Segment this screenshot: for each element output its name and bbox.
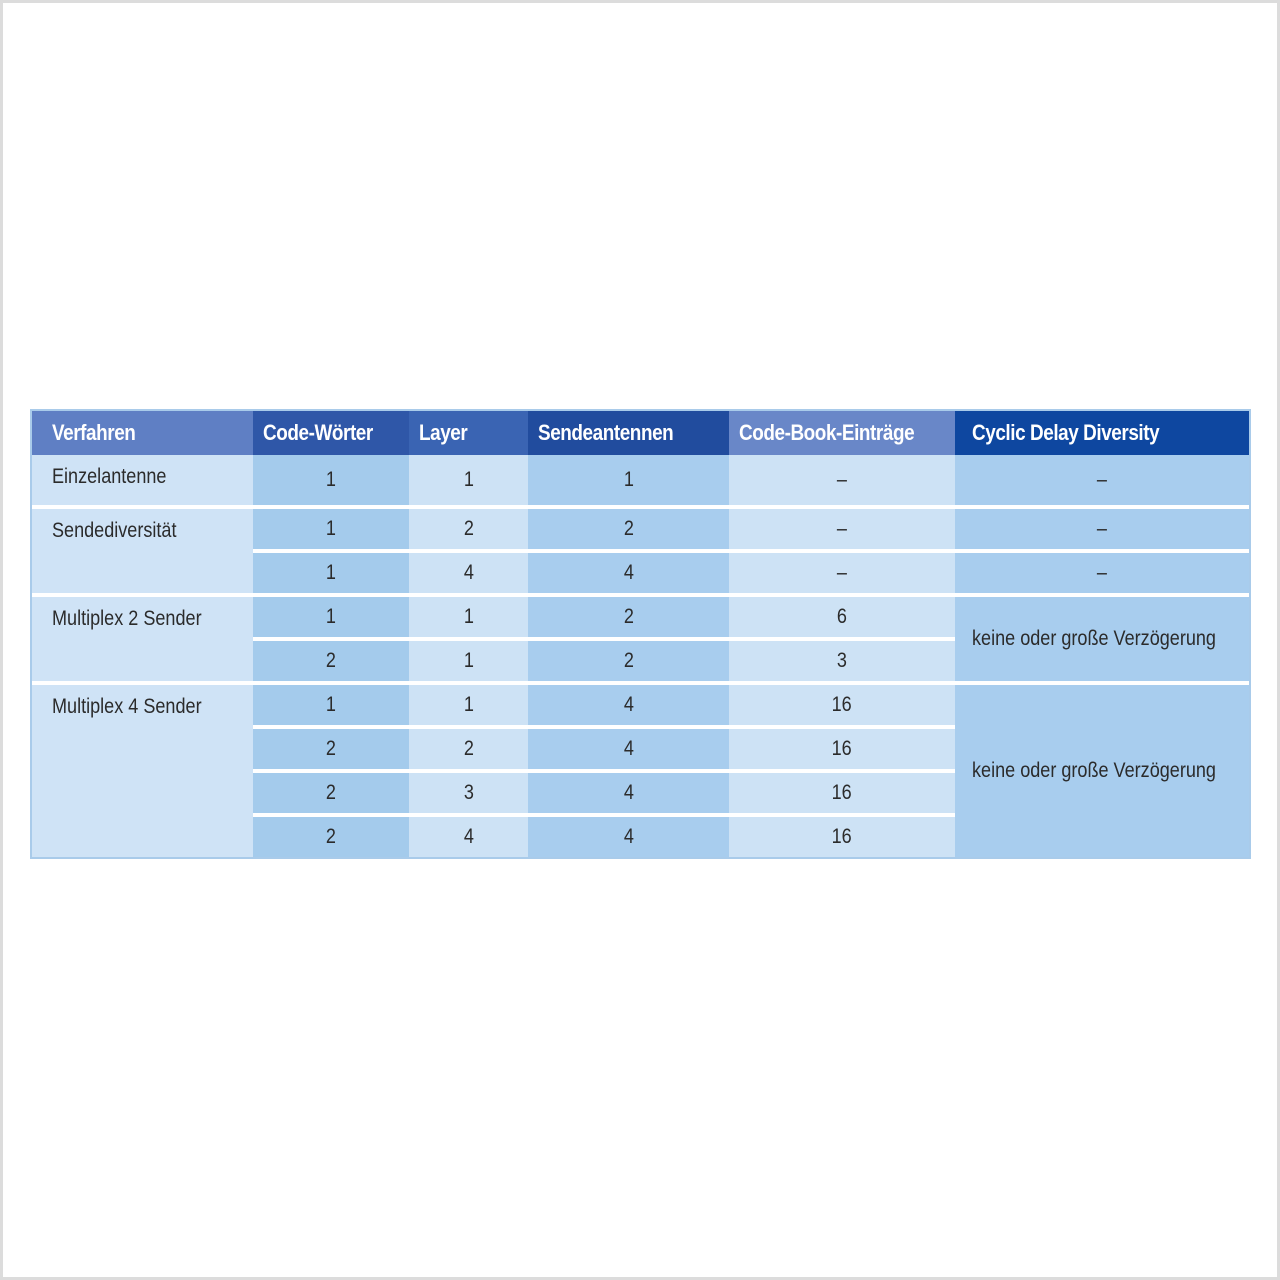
table-header-row — [32, 411, 1249, 455]
code-book-cell: 16 — [729, 725, 955, 769]
layer-cell: 1 — [409, 455, 528, 505]
code-book-cell: 16 — [729, 813, 955, 857]
table-row — [32, 681, 1249, 725]
layer-cell: 2 — [409, 725, 528, 769]
code-woerter-cell: 2 — [253, 813, 409, 857]
code-book-cell: – — [729, 455, 955, 505]
sendeantennen-cell: 1 — [528, 455, 729, 505]
sendeantennen-cell: 2 — [528, 505, 729, 549]
code-woerter-cell: 2 — [253, 725, 409, 769]
header-sendeantennen: Sendeantennen — [528, 411, 729, 455]
header-code-book-eintraege: Code-Book-Einträge — [729, 411, 955, 455]
sendeantennen-cell: 4 — [528, 549, 729, 593]
code-woerter-cell: 1 — [253, 505, 409, 549]
code-book-cell: – — [729, 549, 955, 593]
verfahren-cell: Sendediversität — [32, 505, 253, 593]
code-book-cell: 6 — [729, 593, 955, 637]
header-cyclic-delay-diversity: Cyclic Delay Diversity — [955, 411, 1249, 455]
code-book-cell: 16 — [729, 681, 955, 725]
table-row — [32, 455, 1249, 505]
layer-cell: 1 — [409, 681, 528, 725]
header-code-woerter: Code-Wörter — [253, 411, 409, 455]
cdd-cell: – — [955, 505, 1249, 549]
mimo-modes-table — [30, 409, 1251, 859]
sendeantennen-cell: 4 — [528, 769, 729, 813]
verfahren-cell: Multiplex 4 Sender — [32, 681, 253, 857]
code-woerter-cell: 1 — [253, 681, 409, 725]
code-woerter-cell: 2 — [253, 769, 409, 813]
layer-cell: 2 — [409, 505, 528, 549]
layer-cell: 4 — [409, 549, 528, 593]
cdd-merged-cell: keine oder große Verzögerung — [955, 681, 1249, 857]
code-woerter-cell: 1 — [253, 593, 409, 637]
sendeantennen-cell: 4 — [528, 681, 729, 725]
layer-cell: 1 — [409, 593, 528, 637]
cdd-cell: – — [955, 455, 1249, 505]
header-layer: Layer — [409, 411, 528, 455]
verfahren-cell: Multiplex 2 Sender — [32, 593, 253, 681]
table-row — [32, 505, 1249, 549]
sendeantennen-cell: 2 — [528, 637, 729, 681]
table-row — [32, 593, 1249, 637]
code-woerter-cell: 2 — [253, 637, 409, 681]
code-book-cell: 3 — [729, 637, 955, 681]
code-book-cell: – — [729, 505, 955, 549]
sendeantennen-cell: 4 — [528, 725, 729, 769]
code-woerter-cell: 1 — [253, 549, 409, 593]
cdd-cell: – — [955, 549, 1249, 593]
layer-cell: 3 — [409, 769, 528, 813]
header-verfahren: Verfahren — [32, 411, 253, 455]
sendeantennen-cell: 4 — [528, 813, 729, 857]
code-woerter-cell: 1 — [253, 455, 409, 505]
verfahren-cell: Einzelantenne — [32, 455, 253, 505]
layer-cell: 4 — [409, 813, 528, 857]
sendeantennen-cell: 2 — [528, 593, 729, 637]
layer-cell: 1 — [409, 637, 528, 681]
code-book-cell: 16 — [729, 769, 955, 813]
cdd-merged-cell: keine oder große Verzögerung — [955, 593, 1249, 681]
